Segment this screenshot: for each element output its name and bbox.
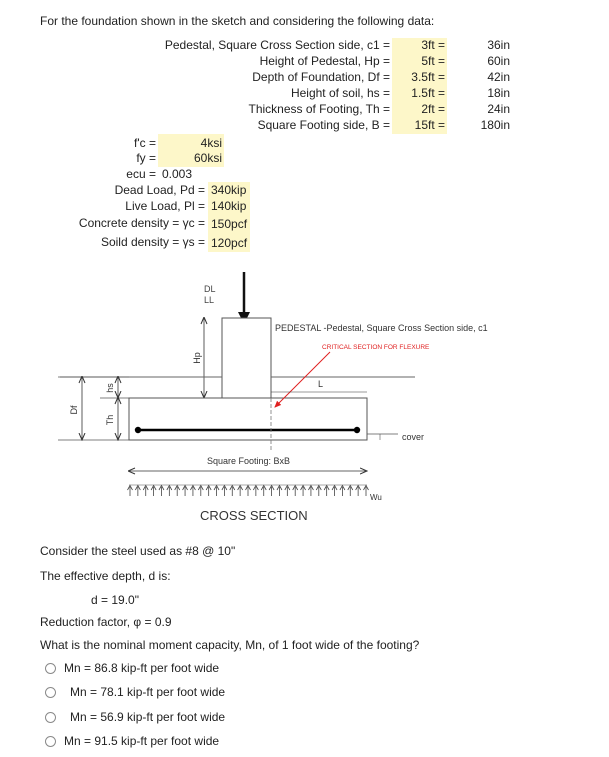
- dim-label: Depth of Foundation, Df =: [252, 70, 390, 84]
- dim-ft: 15ft =: [414, 118, 445, 132]
- ecu-label: ecu =: [126, 167, 156, 181]
- dim-in: 18in: [487, 86, 510, 100]
- live-load-label: Live Load, Pl =: [125, 199, 205, 213]
- dim-ft: 3.5ft =: [411, 70, 445, 84]
- footing-label: Square Footing: BxB: [207, 456, 291, 466]
- option-radio-4[interactable]: [45, 736, 56, 747]
- cover-label: cover: [402, 432, 425, 442]
- fc-value: 4ksi: [200, 136, 222, 150]
- dim-in: 180in: [480, 118, 510, 132]
- critical-section-note: CRITICAL SECTION FOR FLEXURE: [322, 344, 430, 351]
- soil-pressure-arrows: [128, 486, 369, 497]
- hp-label: Hp: [192, 352, 202, 364]
- dim-ft: 2ft =: [421, 102, 445, 116]
- option-label-3[interactable]: Mn = 56.9 kip-ft per foot wide: [70, 710, 226, 724]
- effective-depth-value: d = 19.0": [91, 593, 139, 607]
- pedestal: [222, 318, 271, 398]
- option-label-1[interactable]: Mn = 86.8 kip-ft per foot wide: [64, 661, 220, 675]
- dl-label: DL: [204, 284, 216, 294]
- dim-in: 42in: [487, 70, 510, 84]
- dead-load-label: Dead Load, Pd =: [114, 183, 205, 197]
- dim-label: Thickness of Footing, Th =: [248, 102, 390, 116]
- dim-in: 60in: [487, 54, 510, 68]
- option-radio-2[interactable]: [45, 687, 56, 698]
- cross-section-title: CROSS SECTION: [200, 508, 308, 523]
- option-radio-1[interactable]: [45, 663, 56, 674]
- dim-label: Height of soil, hs =: [290, 86, 390, 100]
- wu-label: Wu: [370, 493, 382, 502]
- live-load-value: 140kip: [211, 199, 247, 213]
- dim-label: Square Footing side, B =: [257, 118, 390, 132]
- concrete-density-label: Concrete density = γc =: [78, 216, 205, 230]
- soil-density-label: Soild density = γs =: [100, 235, 205, 249]
- reduction-factor: Reduction factor, φ = 0.9: [40, 615, 172, 629]
- fy-label: fy =: [136, 151, 156, 165]
- dim-ft: 5ft =: [421, 54, 445, 68]
- l-label: L: [318, 379, 324, 389]
- df-label: Df: [69, 405, 79, 415]
- fy-value: 60ksi: [193, 151, 222, 165]
- ecu-value: 0.003: [162, 167, 193, 181]
- dim-ft: 3ft =: [421, 38, 445, 52]
- soil-density-value: 120pcf: [211, 236, 248, 250]
- concrete-density-value: 150pcf: [211, 217, 248, 231]
- steel-note: Consider the steel used as #8 @ 10": [40, 544, 236, 558]
- option-label-2[interactable]: Mn = 78.1 kip-ft per foot wide: [70, 685, 226, 699]
- effective-depth-intro: The effective depth, d is:: [40, 569, 171, 583]
- dim-label: Height of Pedestal, Hp =: [259, 54, 390, 68]
- dim-in: 36in: [487, 38, 510, 52]
- fc-label: f'c =: [134, 136, 156, 150]
- intro-text: For the foundation shown in the sketch and considering the following data:: [40, 14, 435, 28]
- dim-in: 24in: [487, 102, 510, 116]
- dead-load-value: 340kip: [211, 183, 247, 197]
- hs-label: hs: [105, 383, 115, 393]
- option-label-4[interactable]: Mn = 91.5 kip-ft per foot wide: [64, 734, 220, 748]
- ll-label: LL: [204, 295, 215, 305]
- dim-label: Pedestal, Square Cross Section side, c1 =: [164, 38, 390, 52]
- question-prompt: What is the nominal moment capacity, Mn, of 1 foot wide of the footing?: [40, 638, 420, 652]
- option-radio-3[interactable]: [45, 712, 56, 723]
- footing: [129, 398, 367, 440]
- dim-ft: 1.5ft =: [411, 86, 445, 100]
- rebar-end-right: [354, 427, 360, 433]
- rebar-end-left: [135, 427, 141, 433]
- pedestal-note: PEDESTAL -Pedestal, Square Cross Section side, c1: [275, 323, 488, 333]
- th-label: Th: [105, 414, 115, 426]
